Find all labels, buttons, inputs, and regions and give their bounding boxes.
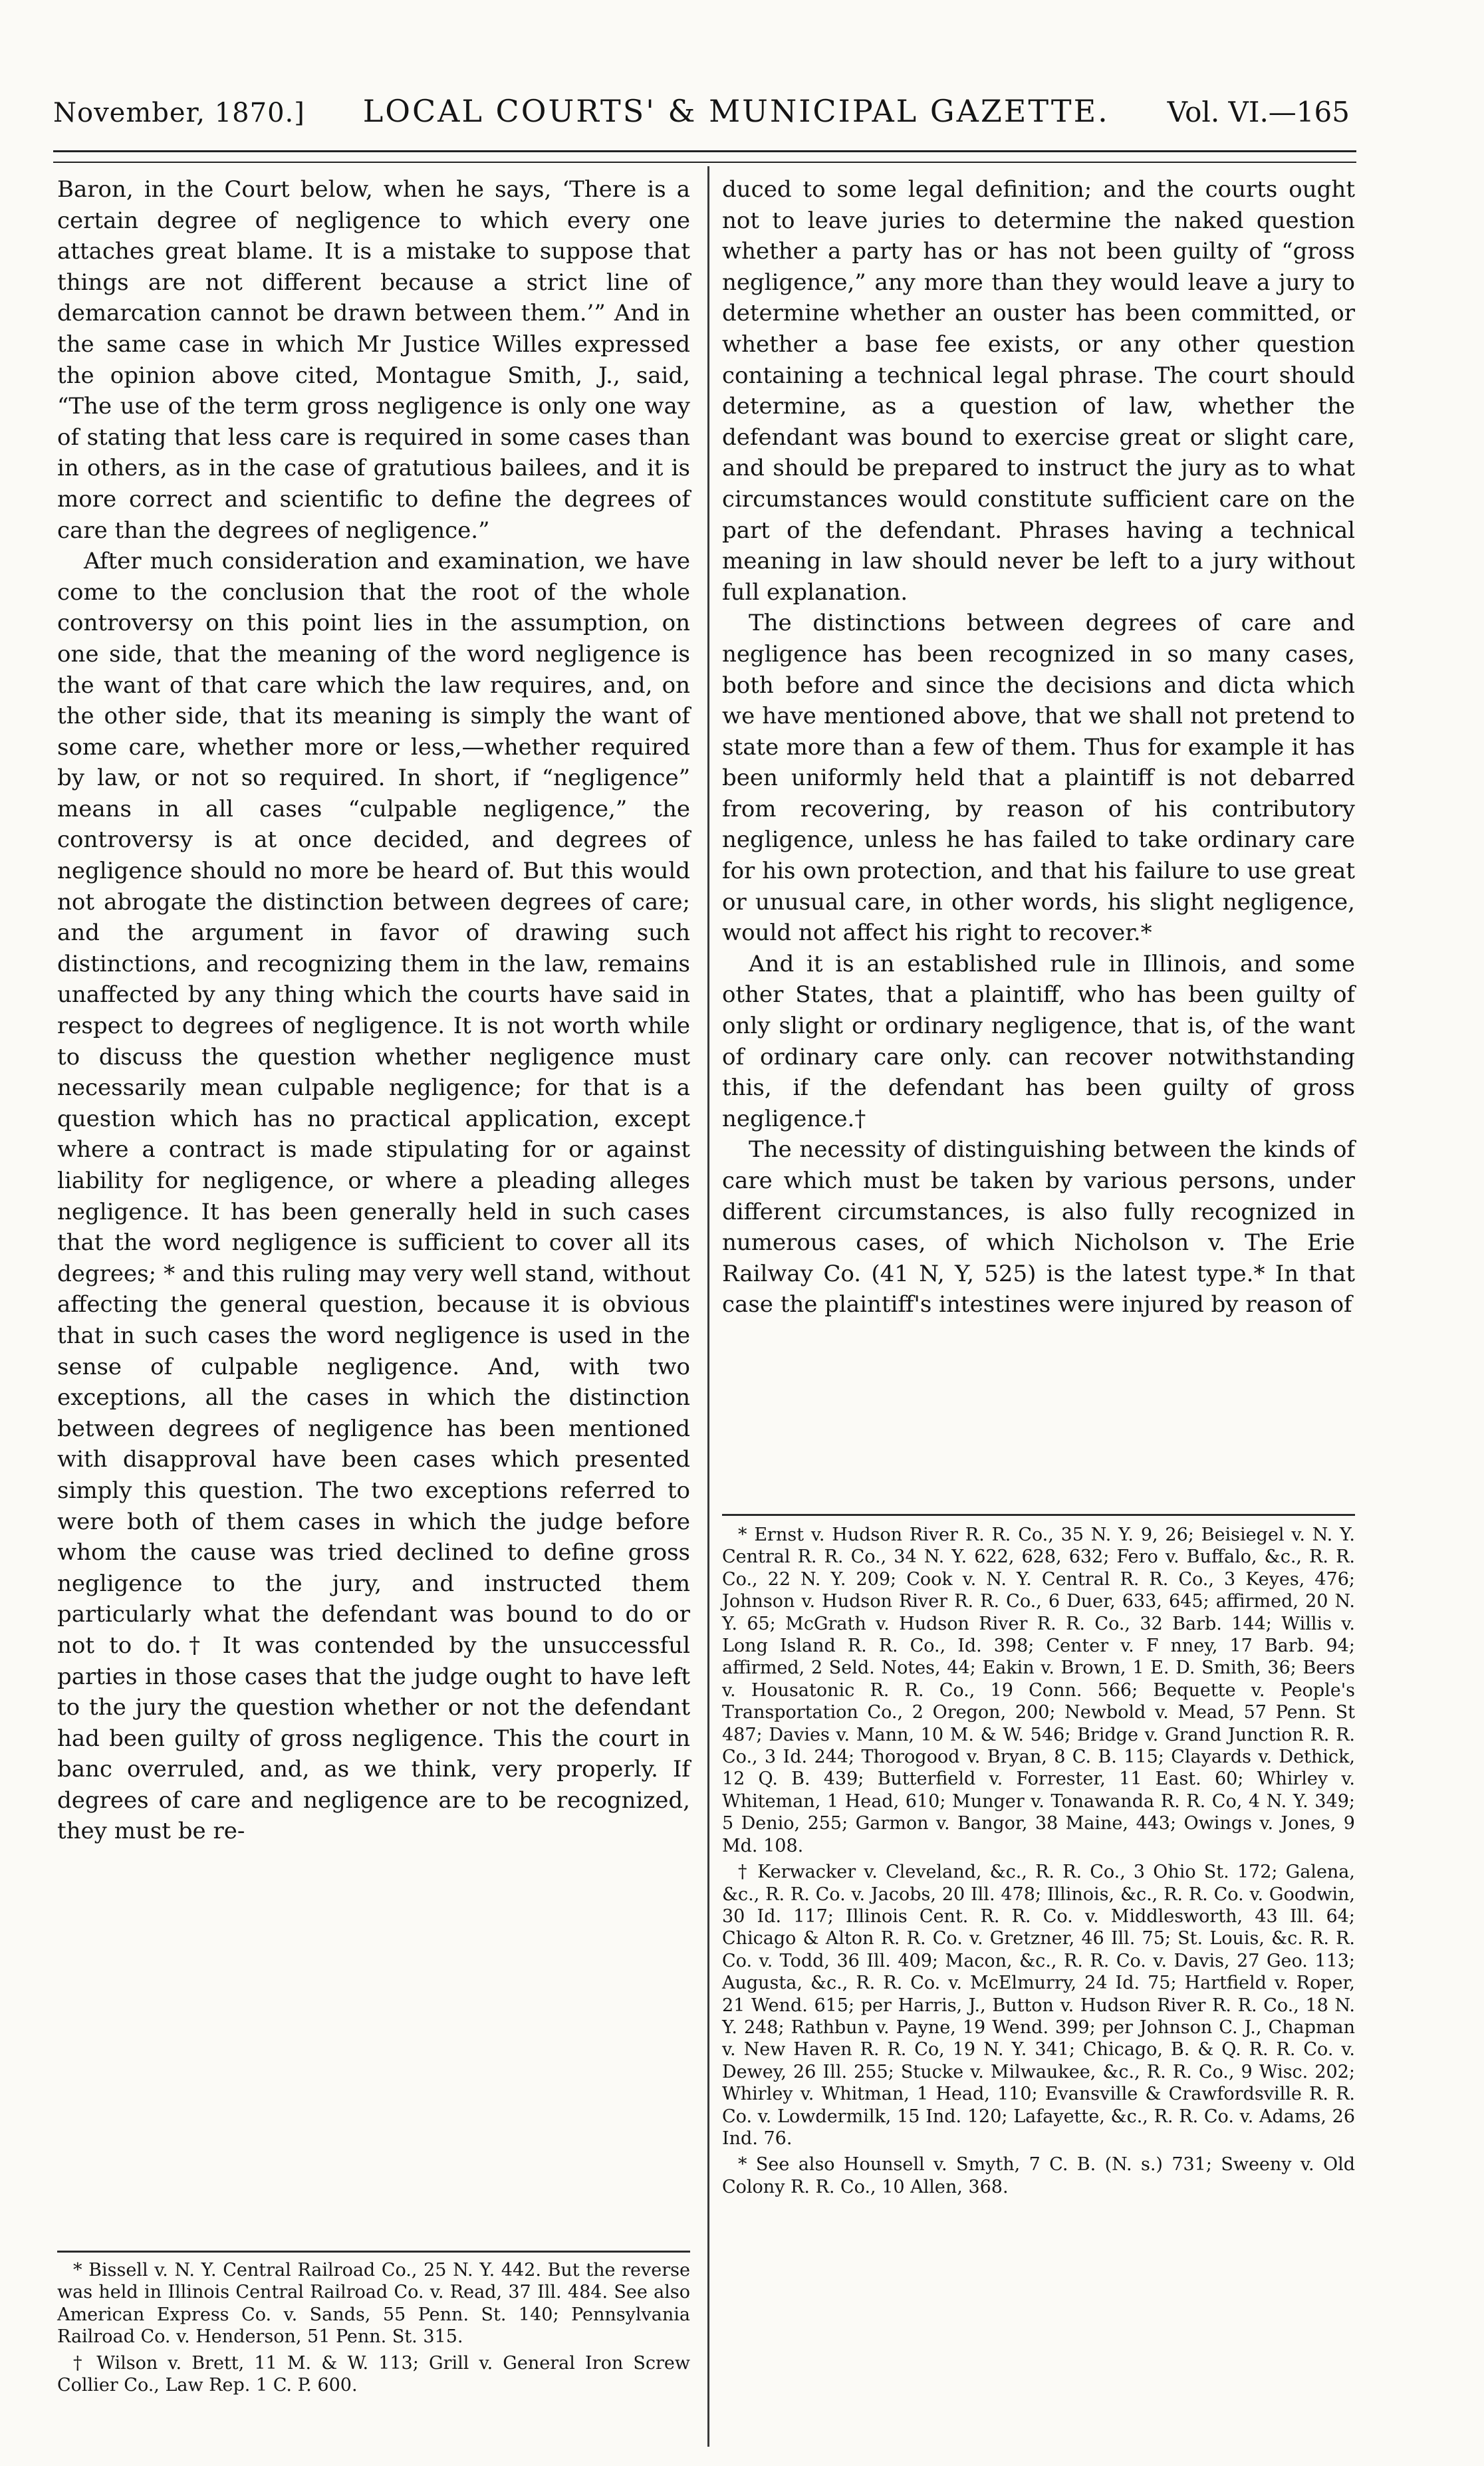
right-paragraph-4: The necessity of distinguishing between the kinds of care which must be taken by various persons, under different circumstances, is also fully recognized in numerous cases, of which Nicholson v. The Erie Railway Co. (41 N, Y, 525) is the latest type.* In that case the plaintiff's intestines were injured by reason of — [722, 1136, 1355, 1318]
journal-title: LOCAL COURTS' & MUNICIPAL GAZETTE. — [362, 93, 1110, 129]
issue-date: November, 1870.] — [53, 98, 305, 128]
footnote: * Ernst v. Hudson River R. R. Co., 35 N. Y. 9, 26; Beisiegel v. N. Y. Central R. R. Co., 34 N. Y. 622, 628, 632; Fero v. Buffalo, &c., R. R. Co., 22 N. Y. 209; Cook v. N. Y. Central R. R. Co., 3 Keyes, 476; Johnson v. Hudson River R. R. Co., 6 Duer, 633, 645; affirmed, 20 N. Y. 65; McGrath v. Hudson River R. R. Co., 32 Barb. 144; Willis v. Long Island R. R. Co., Id. 398; Center v. F nney, 17 Barb. 94; affirmed, 2 Seld. Notes, 44; Eakin v. Brown, 1 E. D. Smith, 36; Beers v. Housatonic R. R. Co., 19 Conn. 566; Bequette v. People's Transportation Co., 2 Oregon, 200; Newbold v. Mead, 57 Penn. St 487; Davies v. Mann, 10 M. & W. 546; Bridge v. Grand Junction R. R. Co., 3 Id. 244; Thorogood v. Bryan, 8 C. B. 115; Clayards v. Dethick, 12 Q. B. 439; Butterfield v. Forrester, 11 East. 60; Whirley v. Whiteman, 1 Head, 610; Munger v. Tonawanda R. R. Co, 4 N. Y. 349; 5 Denio, 255; Garmon v. Bangor, 38 Maine, 443; Owings v. Jones, 9 Md. 108. — [722, 1525, 1355, 1856]
column-divider — [707, 166, 709, 2447]
footnote: * See also Hounsell v. Smyth, 7 C. B. (N. s.) 731; Sweeny v. Old Colony R. R. Co., 10 Allen, 368. — [722, 2154, 1355, 2197]
footnote: † Wilson v. Brett, 11 M. & W. 113; Grill v. General Iron Screw Collier Co., Law Rep. 1 C. P. 600. — [57, 2352, 690, 2396]
volume-page-number: Vol. VI.—165 — [1167, 96, 1350, 128]
footnote: † Kerwacker v. Cleveland, &c., R. R. Co., 3 Ohio St. 172; Galena, &c., R. R. Co. v. Jacobs, 20 Ill. 478; Illinois, &c., R. R. Co. v. Goodwin, 30 Id. 117; Illinois Cent. R. R. Co. v. Middlesworth, 43 Ill. 64; Chicago & Alton R. R. Co. v. Gretzner, 46 Ill. 75; St. Louis, &c. R. R. Co. v. Todd, 36 Ill. 409; Macon, &c., R. R. Co. v. Davis, 27 Geo. 113; Augusta, &c., R. R. Co. v. McElmurry, 24 Id. 75; Hartfield v. Roper, 21 Wend. 615; per Harris, J., Button v. Hudson River R. R. Co., 18 N. Y. 248; Rathbun v. Payne, 19 Wend. 399; per Johnson C. J., Chapman v. New Haven R. R. Co, 19 N. Y. 341; Chicago, B. & Q. R. R. Co. v. Dewey, 26 Ill. 255; Stucke v. Milwaukee, &c., R. R. Co., 9 Wisc. 202; Whirley v. Whitman, 1 Head, 110; Evansville & Crawfordsville R. R. Co. v. Lowdermilk, 15 Ind. 120; Lafayette, &c., R. R. Co. v. Adams, 26 Ind. 76. — [722, 1862, 1355, 2149]
right-paragraph-1: duced to some legal definition; and the courts ought not to leave juries to determine the naked question whether a party has or has not been guilty of “gross negligence,” any more than they would leave a jury to determine whether an ouster has been committed, or whether a base fee exists, or any other question containing a technical legal phrase. The court should determine, as a question of law, whether the defendant was bound to exercise great or slight care, and should be prepared to instruct the jury as to what circumstances would constitute sufficient care on the part of the defendant. Phrases having a technical meaning in law should never be left to a jury without full explanation. — [722, 176, 1355, 606]
footnote: * Bissell v. N. Y. Central Railroad Co., 25 N. Y. 442. But the reverse was held in Illinois Central Railroad Co. v. Read, 37 Ill. 484. See also American Express Co. v. Sands, 55 Penn. St. 140; Pennsylvania Railroad Co. v. Henderson, 51 Penn. St. 315. — [57, 2260, 690, 2348]
left-paragraph-1: Baron, in the Court below, when he says, ‘There is a certain degree of negligence to which every one attaches great blame. It is a mistake to suppose that things are not different because a strict line of demarcation cannot be drawn between them.’” And in the same case in which Mr Justice Willes expressed the opinion above cited, Montague Smith, J., said, “The use of the term gross negligence is only one way of stating that less care is required in some cases than in others, as in the case of gratutious bailees, and it is more correct and scientific to define the degrees of care than the degrees of negligence.” — [57, 176, 690, 544]
right-paragraph-3: And it is an established rule in Illinois, and some other States, that a plaintiff, who has been guilty of only slight or ordinary negligence, that is, of the want of ordinary care only. can recover notwithstanding this, if the defendant has been guilty of gross negligence.† — [722, 950, 1355, 1132]
left-column — [57, 174, 690, 2242]
right-column — [722, 174, 1355, 1504]
running-head — [53, 93, 1350, 141]
header-double-rule — [53, 150, 1356, 163]
left-paragraph-2: After much consideration and examination, we have come to the conclusion that the root of the whole controversy on this point lies in the assumption, on one side, that the meaning of the word negligence is the want of that care which the law requires, and, on the other side, that its meaning is simply the want of some care, whether more or less,—whether required by law, or not so required. In short, if “negligence” means in all cases “culpable negligence,” the controversy is at once decided, and degrees of negligence should no more be heard of. But this would not abrogate the distinction between degrees of care; and the argument in favor of drawing such distinctions, and recognizing them in the law, remains unaffected by any thing which the courts have said in respect to degrees of negligence. It is not worth while to discuss the question whether negligence must necessarily mean culpable negligence; for that is a question which has no practical application, except where a contract is made stipulating for or against liability for negligence, or where a pleading alleges negligence. It has been generally held in such cases that the word negligence is sufficient to cover all its degrees; * and this ruling may very well stand, without affecting the general question, because it is obvious that in such cases the word negligence is used in the sense of culpable negligence. And, with two exceptions, all the cases in which the distinction between degrees of negligence has been mentioned with disapproval have been cases which presented simply this question. The two exceptions referred to were both of them cases in which the judge before whom the cause was tried declined to define gross negligence to the jury, and instructed them particularly what the defendant was bound to do or not to do.† It was contended by the unsuccessful parties in those cases that the judge ought to have left to the jury the question whether or not the defendant had been guilty of gross negligence. This the court in banc overruled, and, as we think, very properly. If degrees of care and negligence are to be recognized, they must be re- — [57, 548, 690, 1845]
left-footnotes — [57, 2259, 690, 2400]
left-footnote-rule — [57, 2251, 690, 2253]
right-footnotes — [722, 1524, 1355, 2202]
right-paragraph-2: The distinctions between degrees of care and negligence has been recognized in so many cases, both before and since the decisions and dicta which we have mentioned above, that we shall not pretend to state more than a few of them. Thus for example it has been uniformly held that a plaintiff is not debarred from recovering, by reason of his contributory negligence, unless he has failed to take ordinary care for his own protection, and that his failure to use great or unusual care, in other words, his slight negligence, would not affect his right to recover.* — [722, 610, 1355, 947]
right-footnote-rule — [722, 1514, 1355, 1516]
